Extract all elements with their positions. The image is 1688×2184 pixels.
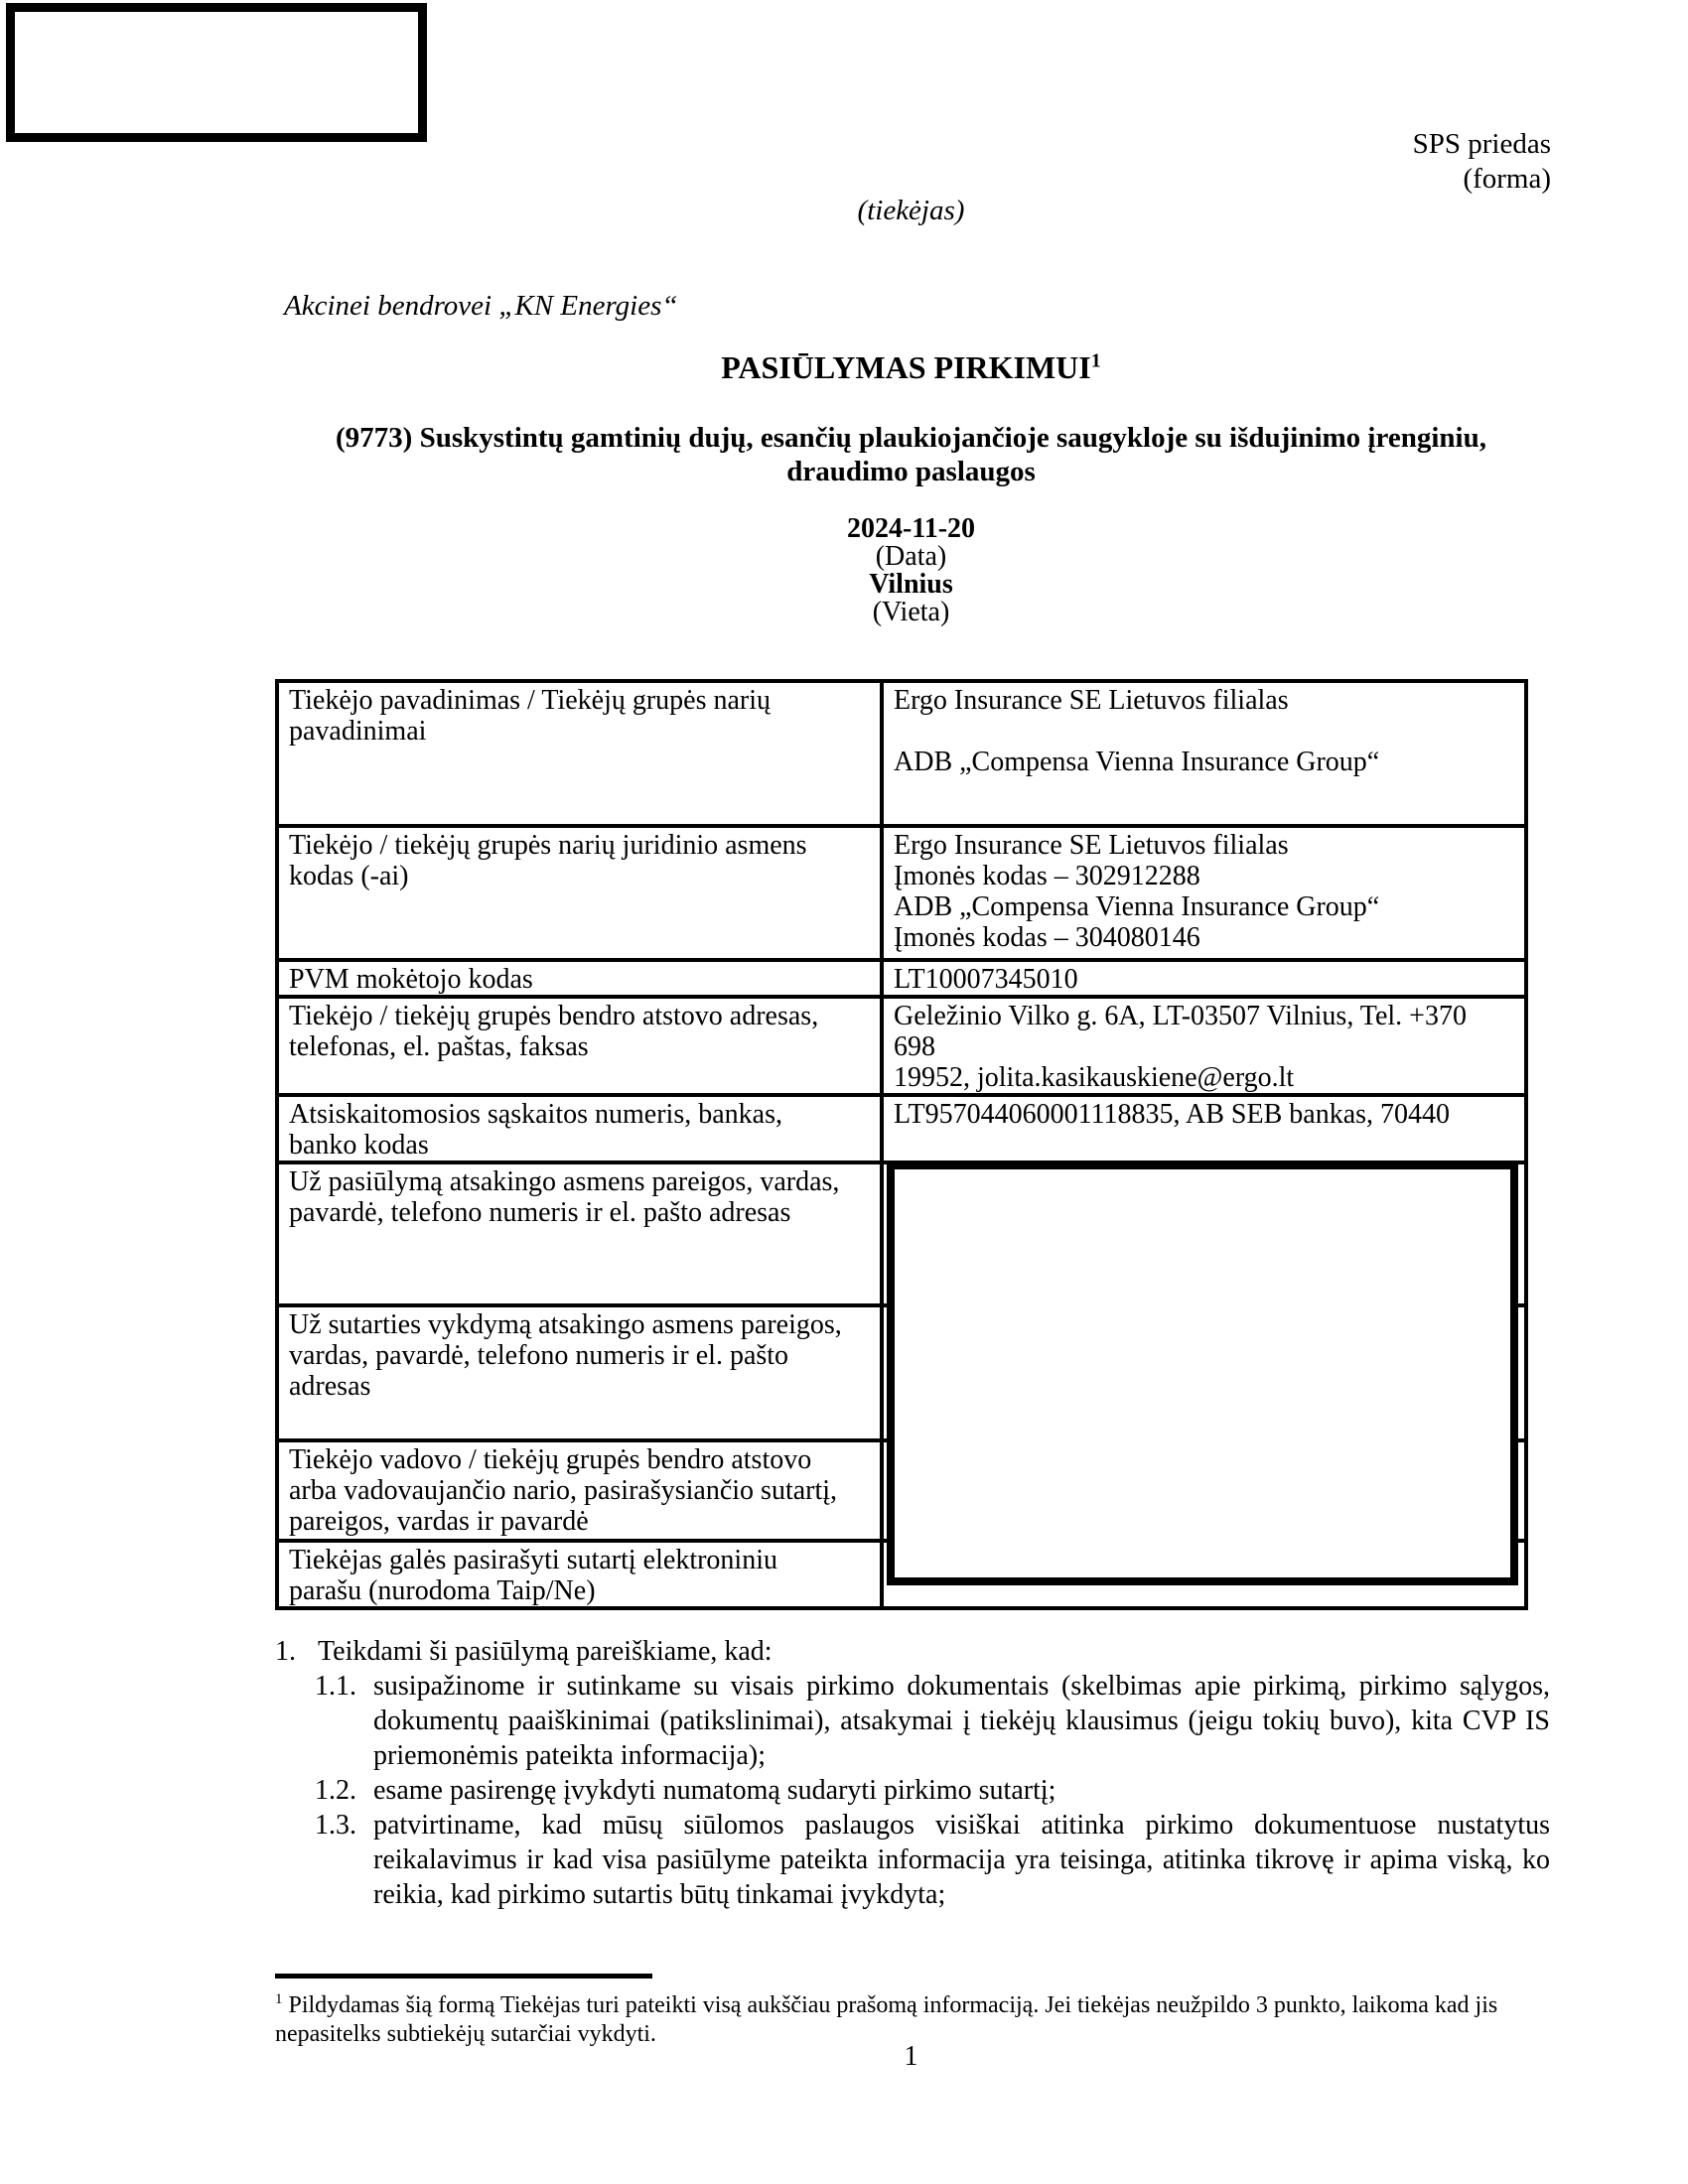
list-text-line: reikia, kad pirkimo sutartis būtų tinkamai įvykdyta; <box>373 1879 946 1910</box>
table-row <box>277 681 1526 826</box>
place-caption: (Vieta) <box>872 597 950 627</box>
value-line: Įmonės kodas – 304080146 <box>894 922 1200 953</box>
list-text-line: dokumentų paaiškinimai (patikslinimai), atsakymai į tiekėjų klausimus (jeigu tokių buvo), kita CVP IS <box>373 1706 1550 1736</box>
row-label <box>277 1095 882 1162</box>
list-marker: 1.1. <box>315 1671 356 1702</box>
label-line: Atsiskaitomosios sąskaitos numeris, bankas, <box>289 1099 782 1130</box>
value-line: 19952, jolita.kasikauskiene@ergo.lt <box>894 1062 1295 1093</box>
label-line: pavardė, telefono numeris ir el. pašto adresas <box>289 1197 791 1228</box>
label-line: telefonas, el. paštas, faksas <box>289 1031 589 1062</box>
row-value <box>882 1095 1526 1162</box>
footnote-separator <box>275 1974 652 1979</box>
list-marker: 1. <box>275 1636 296 1667</box>
row-label <box>277 997 882 1095</box>
form-annotation-line1: SPS priedas <box>1412 128 1551 160</box>
label-line: banko kodas <box>289 1130 429 1160</box>
list-text <box>373 1773 1550 1808</box>
label-line: kodas (-ai) <box>289 861 409 891</box>
list-marker: 1.3. <box>315 1810 356 1841</box>
logo-redaction-box <box>6 3 427 142</box>
label-line: Tiekėjo vadovo / tiekėjų grupės bendro atstovo <box>289 1444 812 1475</box>
document-date: 2024-11-20 <box>846 513 976 544</box>
table-row <box>277 960 1526 997</box>
list-text <box>373 1808 1550 1912</box>
title-footnote-ref: 1 <box>1090 349 1101 372</box>
label-line: parašu (nurodoma Taip/Ne) <box>289 1575 596 1606</box>
label-line: vardas, pavardė, telefono numeris ir el. pašto <box>289 1340 789 1371</box>
form-annotation-line2: (forma) <box>1463 163 1551 195</box>
row-label <box>277 1162 882 1305</box>
value-line: Ergo Insurance SE Lietuvos filialas <box>894 685 1289 716</box>
procurement-subject-line2: draudimo paslaugos <box>786 456 1036 487</box>
label-line: pareigos, vardas ir pavardė <box>289 1506 589 1537</box>
footnote <box>275 1985 1566 2049</box>
value-line: Ergo Insurance SE Lietuvos filialas <box>894 830 1289 861</box>
row-value <box>882 960 1526 997</box>
supplier-caption: (tiekėjas) <box>857 195 965 226</box>
label-line: Tiekėjo / tiekėjų grupės narių juridinio asmens <box>289 830 807 861</box>
row-label <box>277 1305 882 1440</box>
list-item-1-2 <box>275 1773 1550 1808</box>
footnote-text: Pildydamas šią formą Tiekėjas turi pateikti visą aukščiau prašomą informaciją. Jei tiekėjas neužpildo 3 punkto, laikoma kad jis <box>282 1992 1498 2018</box>
date-place-block <box>275 515 1547 626</box>
document-title <box>275 349 1547 386</box>
list-text-line: patvirtiname, kad mūsų siūlomos paslaugos visiškai atitinka pirkimo dokumentuose nustatytus <box>373 1810 1550 1841</box>
label-line: adresas <box>289 1371 371 1402</box>
list-marker: 1.2. <box>315 1775 356 1806</box>
list-text: Teikdami ši pasiūlymą pareiškiame, kad: <box>318 1636 773 1667</box>
addressee-line: Akcinei bendrovei „KN Energies“ <box>284 290 678 322</box>
label-line: Tiekėjo / tiekėjų grupės bendro atstovo adresas, <box>289 1001 819 1031</box>
table-row <box>277 826 1526 960</box>
list-text-line: esame pasirengę įvykdyti numatomą sudaryti pirkimo sutartį; <box>373 1775 1056 1806</box>
row-label <box>277 960 882 997</box>
document-place: Vilnius <box>869 569 953 600</box>
list-text-line: priemonėmis pateikta informacija); <box>373 1740 766 1771</box>
list-text <box>373 1669 1550 1773</box>
footnote-line2: nepasitelks subtiekėjų sutarčiai vykdyti. <box>275 2021 656 2047</box>
value-line: Geležinio Vilko g. 6A, LT-03507 Vilnius, Tel. +370 <box>894 1001 1467 1031</box>
label-line: Tiekėjo pavadinimas / Tiekėjų grupės narių <box>289 685 772 716</box>
list-text-line: susipažinome ir sutinkame su visais pirkimo dokumentais (skelbimas apie pirkimą, pirkimo sąlygos, <box>373 1671 1550 1702</box>
label-line: arba vadovaujančio nario, pasirašysiančio sutartį, <box>289 1475 838 1506</box>
value-line: ADB „Compensa Vienna Insurance Group“ <box>894 747 1380 777</box>
value-line: ADB „Compensa Vienna Insurance Group“ <box>894 891 1380 922</box>
value-line: Įmonės kodas – 302912288 <box>894 861 1200 891</box>
date-caption: (Data) <box>875 541 947 572</box>
value-line: LT957044060001118835, AB SEB bankas, 70440 <box>894 1099 1451 1130</box>
row-label <box>277 826 882 960</box>
list-text-line: reikalavimus ir kad visa pasiūlyme pateikta informacija yra teisinga, atitinka tikrovę ir apima viską, ko <box>373 1844 1550 1875</box>
row-label <box>277 681 882 826</box>
label-line: Tiekėjas galės pasirašyti sutartį elektroniniu <box>289 1545 777 1575</box>
procurement-subject-line1: (9773) Suskystintų gamtinių dujų, esančių plaukiojančioje saugykloje su išdujinimo įrenginiu, <box>336 422 1486 454</box>
row-value <box>882 997 1526 1095</box>
label-line: Už pasiūlymą atsakingo asmens pareigos, vardas, <box>289 1166 840 1197</box>
procurement-subject <box>275 421 1547 488</box>
row-value <box>882 826 1526 960</box>
table-row <box>277 1095 1526 1162</box>
page-number: 1 <box>904 2041 918 2072</box>
value-line: LT10007345010 <box>894 964 1078 995</box>
list-item-1 <box>275 1634 1550 1669</box>
footnote-ref: 1 <box>275 1991 283 2007</box>
footnote-line1 <box>275 1985 1566 2020</box>
declaration-list <box>275 1634 1550 1912</box>
table-row <box>277 997 1526 1095</box>
label-line: PVM mokėtojo kodas <box>289 964 533 995</box>
label-line: pavadinimai <box>289 716 427 747</box>
value-line <box>894 716 1516 747</box>
row-label <box>277 1440 882 1541</box>
row-label <box>277 1541 882 1608</box>
document-title-text: PASIŪLYMAS PIRKIMUI <box>721 349 1091 385</box>
signature-redaction-box <box>887 1161 1518 1585</box>
value-line: 698 <box>894 1031 935 1062</box>
list-item-1-1 <box>275 1669 1550 1773</box>
list-item-1-3 <box>275 1808 1550 1912</box>
label-line: Už sutarties vykdymą atsakingo asmens pareigos, <box>289 1309 842 1340</box>
row-value <box>882 681 1526 826</box>
form-annotation <box>1413 127 1551 197</box>
